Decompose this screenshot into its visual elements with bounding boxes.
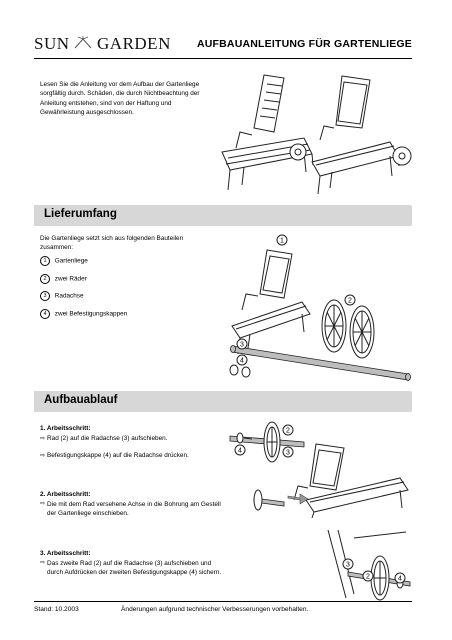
callout-1: 1 — [280, 237, 284, 245]
footer-rule — [34, 601, 412, 602]
step-1-callout-4: 4 — [238, 447, 242, 455]
part-number: 2 — [40, 274, 50, 284]
step-3-line-1-text: Das zweite Rad (2) auf die Radachse (3) aufschieben und durch Aufdrücken der zweiten Befestigungskappe (4) sichern. — [47, 560, 222, 577]
step-2-line-1 — [40, 500, 225, 518]
part-label: zwei Räder — [54, 275, 87, 283]
footer-note: Änderungen aufgrund technischer Verbesserungen vorbehalten. — [121, 606, 309, 613]
arrow-icon: ⇨ — [40, 501, 46, 507]
step-3-illustration — [318, 528, 412, 606]
step-3-title: 3. Arbeitsschritt: — [40, 550, 91, 557]
insert-arrow-icon — [288, 494, 308, 504]
step-1-callout-2: 2 — [286, 427, 290, 435]
step-2-illustration — [250, 438, 412, 518]
brand-left: SUN — [34, 34, 70, 53]
parts-lead: Die Gartenliege setzt sich aus folgenden Bauteilen zusammen: — [40, 235, 184, 252]
step-3-callout-4: 4 — [398, 575, 402, 583]
section-bar-aufbauablauf — [34, 391, 412, 412]
callout-2: 2 — [348, 297, 352, 305]
step-2-line-1-text: Die mit dem Rad versehene Achse in die Bohrung am Gestell der Gartenliege einschieben. — [47, 501, 221, 518]
lounger-seat — [232, 302, 310, 338]
part-label: Gartenliege — [54, 257, 88, 265]
step-3-callout-3: 3 — [346, 561, 350, 569]
header-rule — [34, 58, 412, 59]
callout-3: 3 — [240, 341, 244, 349]
step-1-line-1 — [40, 434, 225, 444]
document-title — [197, 38, 412, 50]
sun-icon — [74, 35, 92, 49]
wheel-part — [322, 297, 374, 358]
part-label: Radachse — [54, 292, 84, 300]
callout-4: 4 — [240, 357, 244, 365]
document-title-text: AUFBAUANLEITUNG FÜR GARTENLIEGE — [196, 38, 412, 50]
axle-part — [231, 346, 411, 381]
arrow-icon: ⇨ — [40, 436, 46, 442]
footer-stand: Stand: 10.2003 — [34, 606, 79, 613]
part-item-3 — [40, 291, 84, 301]
step-1-callout-3: 3 — [286, 449, 290, 457]
part-number: 3 — [40, 291, 50, 301]
step-3 — [40, 550, 225, 577]
part-item-2 — [40, 274, 87, 284]
step-1-line-2-text: Befestigungskappe (4) auf die Radachse drücken. — [47, 452, 189, 460]
intro-text: Lesen Sie die Anleitung vor dem Aufbau der Gartenliege sorgfältig durch. Schäden, die durch Nichtbeachtung der Anleitung entstehen, sind von der Haftung und Gewährleistung ausgeschlossen. — [40, 81, 200, 117]
step-2 — [40, 491, 225, 518]
brand-logo — [34, 34, 171, 54]
arrow-icon: ⇨ — [40, 560, 46, 566]
part-label: zwei Befestigungskappen — [54, 310, 128, 318]
cap-part — [230, 365, 250, 377]
step-1-line-2 — [40, 451, 225, 461]
step-3-line-1 — [40, 559, 225, 577]
arrow-icon: ⇨ — [40, 453, 46, 460]
part-number: 1 — [40, 256, 50, 266]
parts-illustration — [222, 228, 412, 388]
brand-right: GARDEN — [97, 34, 171, 53]
section-heading-aufbauablauf: Aufbauablauf — [44, 394, 118, 406]
section-bar-lieferumfang — [34, 205, 412, 226]
step-1-line-1-text: Rad (2) auf die Radachse (3) aufschieben. — [47, 435, 168, 442]
loungers-illustration — [212, 70, 412, 200]
textile-lounger — [312, 76, 411, 194]
step-3-callout-2: 2 — [366, 573, 370, 581]
step-2-title: 2. Arbeitsschritt: — [40, 491, 91, 498]
part-item-1 — [40, 256, 88, 266]
part-item-4 — [40, 309, 127, 319]
step-1 — [40, 425, 225, 461]
section-heading-lieferumfang: Lieferumfang — [44, 208, 117, 220]
part-number: 4 — [40, 309, 50, 319]
wooden-lounger — [222, 75, 313, 190]
step-1-title: 1. Arbeitsschritt: — [40, 425, 91, 432]
